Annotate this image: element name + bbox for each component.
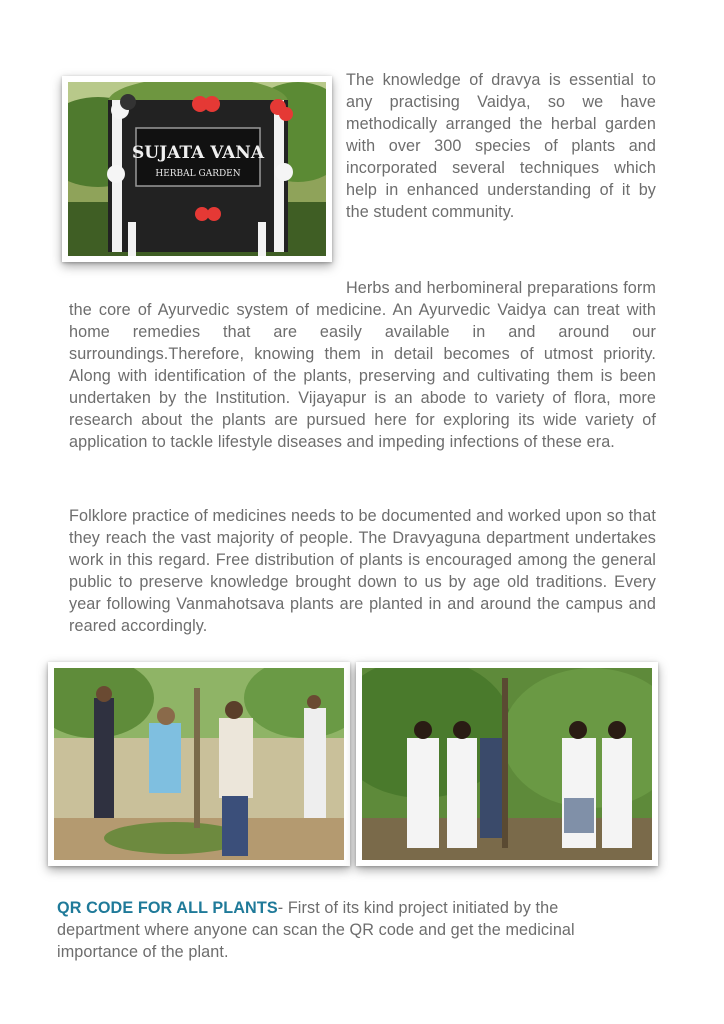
- qr-code-title: QR CODE FOR ALL PLANTS: [57, 899, 278, 917]
- students-garden-photo: [356, 662, 658, 866]
- qr-code-text: - First of its kind project initiated by the department where anyone can scan the QR code and get the medicinal importance of the plant.: [57, 899, 575, 961]
- planting-photo-image: [54, 668, 344, 860]
- folklore-paragraph: Folklore practice of medicines needs to be documented and worked upon so that they reach the vast majority of people. The Dravyaguna department undertakes work in this regard. Free distribution of plants is encouraged among the general public to preserve knowledge brought down to us by age old traditions. Every year following Vanmahotsava plants are planted in and around the campus and reared accordingly.: [69, 507, 656, 635]
- sign-photo-image: [68, 82, 326, 256]
- planting-event-photo: [48, 662, 350, 866]
- qr-code-paragraph: [57, 897, 640, 963]
- sign-title-text: SUJATA VANA: [131, 143, 265, 163]
- herbs-paragraph: Herbs and herbomineral preparations form the core of Ayurvedic system of medicine. An Ayurvedic Vaidya can treat with home remedies that are easily available in and around our surroundings.Therefore, knowing them in detail becomes of utmost priority. Along with identification of the plants, preserving and cultivating them is been undertaken by the Institution. Vijayapur is an abode to variety of flora, more research about the plants are pursued here for exploring its wide variety of application to tackle lifestyle diseases and impeding infections of these era.: [69, 279, 656, 451]
- herbal-garden-sign-photo: [62, 76, 332, 262]
- students-photo-image: [362, 668, 652, 860]
- intro-paragraph: The knowledge of dravya is essential to any practising Vaidya, so we have methodically arranged the herbal garden with over 300 species of plants and incorporated several techniques which help in enhanced understanding of it by the student community.: [346, 71, 656, 221]
- sign-subtitle-text: HERBAL GARDEN: [155, 169, 241, 179]
